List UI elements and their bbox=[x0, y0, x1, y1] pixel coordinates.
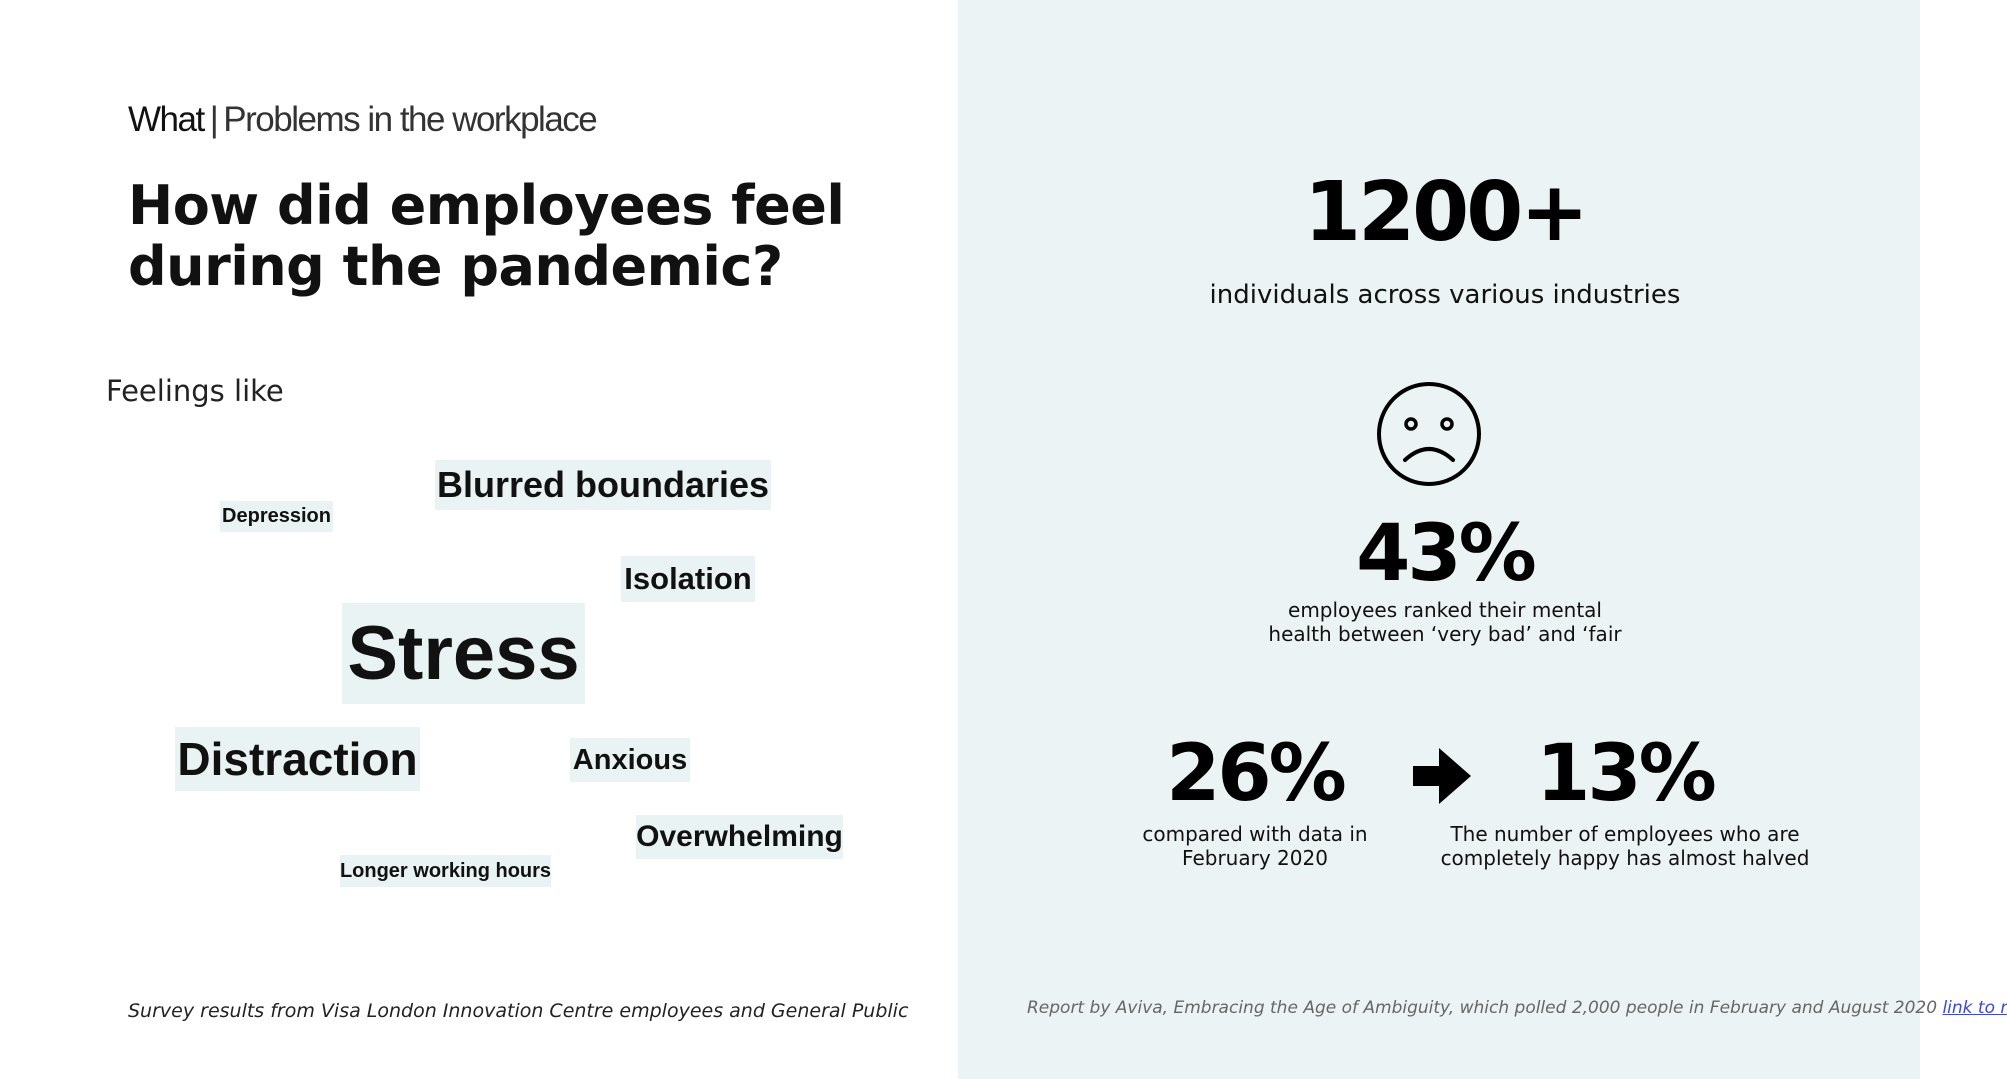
arrow-right-icon bbox=[1413, 748, 1471, 804]
stat-after-caption-2: completely happy has almost halved bbox=[1440, 846, 1810, 870]
report-footnote bbox=[1027, 998, 2007, 1018]
kicker-topic: Problems in the workplace bbox=[223, 100, 597, 139]
report-link[interactable]: link to r bbox=[1942, 998, 2007, 1018]
stat-after-value: 13% bbox=[1536, 729, 1714, 819]
report-footnote-text: Report by Aviva, Embracing the Age of Ambiguity, which polled 2,000 people in February and August 2020 bbox=[1027, 998, 1938, 1018]
stat-before-caption-1: compared with data in bbox=[1142, 822, 1368, 846]
feeling-tag-overwhelming: Overwhelming bbox=[636, 815, 843, 859]
stat-after-caption-1: The number of employees who are bbox=[1450, 822, 1800, 846]
stat-mental-health-caption-2: health between ‘very bad’ and ‘fair bbox=[1268, 622, 1622, 646]
stat-before-value: 26% bbox=[1166, 729, 1344, 819]
stat-before-caption-2: February 2020 bbox=[1182, 846, 1328, 870]
stat-mental-health-value: 43% bbox=[1356, 509, 1534, 599]
sad-face-icon bbox=[1375, 380, 1483, 488]
section-kicker bbox=[128, 100, 596, 140]
feeling-tag-blurred-boundaries: Blurred boundaries bbox=[435, 460, 771, 510]
stat-respondents-caption: individuals across various industries bbox=[1209, 280, 1681, 310]
feeling-tag-stress: Stress bbox=[342, 603, 585, 704]
feelings-label: Feelings like bbox=[106, 374, 284, 408]
stat-mental-health-caption-1: employees ranked their mental bbox=[1288, 598, 1602, 622]
feeling-tag-longer-working-hours: Longer working hours bbox=[340, 855, 551, 887]
kicker-lead: What bbox=[128, 100, 204, 139]
page-title: How did employees feel during the pandemic? bbox=[128, 174, 845, 298]
kicker-separator: | bbox=[209, 100, 218, 139]
feeling-tag-distraction: Distraction bbox=[175, 727, 420, 791]
survey-footnote: Survey results from Visa London Innovation Centre employees and General Public bbox=[128, 1000, 909, 1022]
left-panel bbox=[0, 0, 958, 1079]
feeling-tag-anxious: Anxious bbox=[570, 738, 690, 782]
feeling-tag-depression: Depression bbox=[220, 501, 333, 532]
stat-respondents-value: 1200+ bbox=[1304, 165, 1586, 260]
feeling-tag-isolation: Isolation bbox=[621, 556, 755, 602]
